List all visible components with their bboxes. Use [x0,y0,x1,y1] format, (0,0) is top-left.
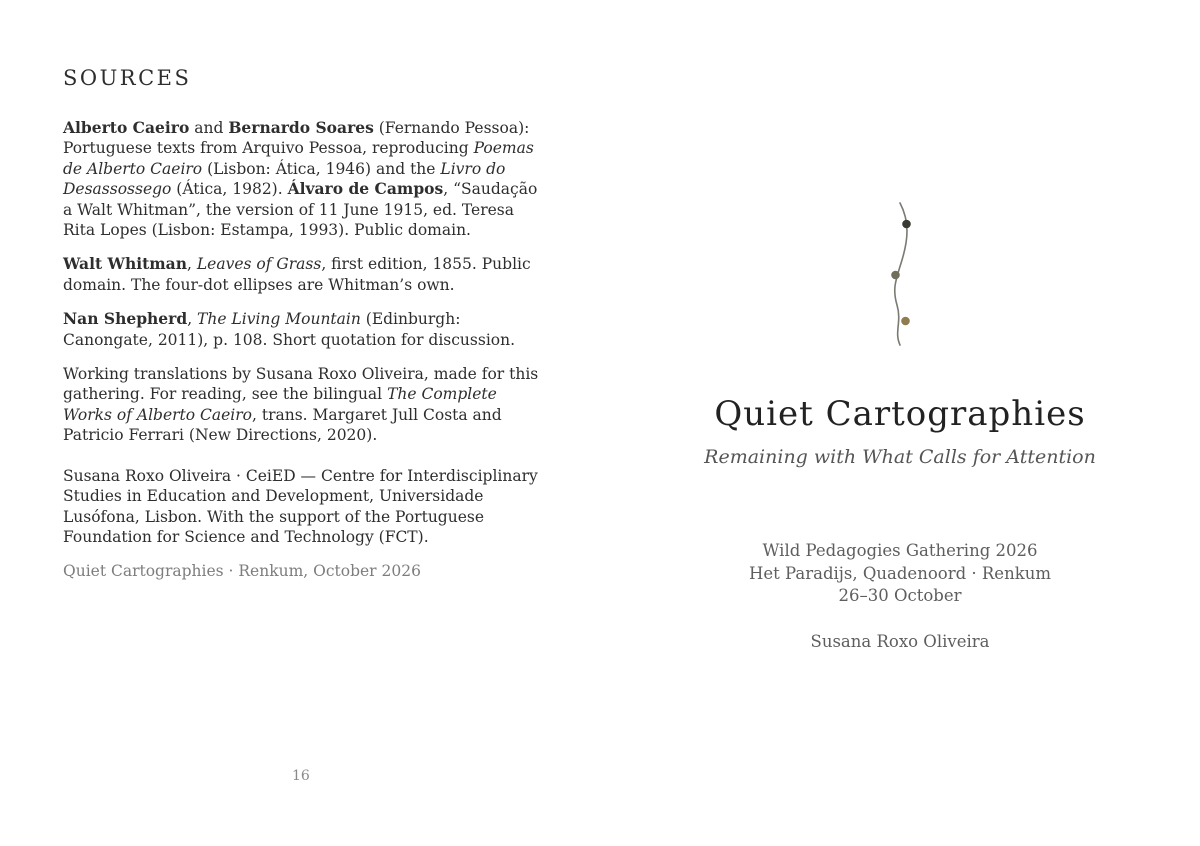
source-text: , trans. Margaret Jull Costa and Patricio Ferrari (New Directions, 2020). [63,405,502,445]
sources-list [63,118,543,596]
work-title-italic: Poemas de Alberto Caeiro [63,139,534,178]
work-title-italic: The Living Mountain [197,310,361,329]
event-info [600,540,1200,608]
source-text: , [187,310,198,329]
author-name-bold: Álvaro de Campos [287,179,444,199]
book-subtitle: Remaining with What Calls for Attention [704,446,1096,468]
work-title-italic: Leaves of Grass [196,255,322,274]
source-entry [63,309,543,350]
source-entry [63,254,543,295]
book-title: Quiet Cartographies [714,394,1086,434]
source-text: (Ática, 1982). [171,180,288,199]
source-text: Working translations by Susana Roxo Oliveira, made for this gathering. For reading, see the bilingual [63,365,539,404]
work-title-italic: Livro do Desassossego [63,159,506,199]
source-text: , “Saudação a Walt Whitman”, the version of 11 June 1915, ed. Teresa Rita Lopes (Lisbon: Estampa, 1993). Public domain. [63,180,538,240]
sources-heading: SOURCES [63,66,192,90]
title-page [600,0,1200,846]
source-text: (Edinburgh: Canongate, 2011), p. 108. Short quotation for discussion. [63,310,516,349]
author-name: Susana Roxo Oliveira [810,632,990,651]
source-entry [63,364,543,446]
wavy-line-with-dots-icon [880,200,920,350]
source-entry [63,118,543,240]
author-name-bold: Nan Shepherd [63,309,188,329]
page-number: 16 [292,768,310,784]
ornament-dot [901,317,910,326]
event-dates: 26–30 October [838,586,962,605]
author-name-bold: Bernardo Soares [228,118,374,137]
event-name: Wild Pedagogies Gathering 2026 [762,541,1038,560]
source-text: , first edition, 1855. Public domain. The four-dot ellipses are Whitman’s own. [63,255,531,294]
source-text: (Fernando Pessoa): Portuguese texts from Arquivo Pessoa, reproducing [63,119,530,158]
author-name-bold: Alberto Caeiro [63,118,190,137]
author-name-bold: Walt Whitman [63,254,187,274]
ornament-dot [902,220,911,229]
event-venue: Het Paradijs, Quadenoord · Renkum [749,563,1051,583]
affiliation-note: Susana Roxo Oliveira · CeiED — Centre for Interdisciplinary Studies in Education and Development, Universidade Lusófona, Lisbon. With the support of the Portuguese Foundation for Science and Technology (FCT). [63,466,538,546]
ornament-dot [891,271,900,280]
source-text: , [187,255,197,274]
work-title-italic: The Complete Works of Alberto Caeiro [63,385,497,424]
colophon: Quiet Cartographies · Renkum, October 2026 [63,562,421,581]
source-text: (Lisbon: Ática, 1946) and the [202,159,441,178]
source-text: and [189,119,229,137]
